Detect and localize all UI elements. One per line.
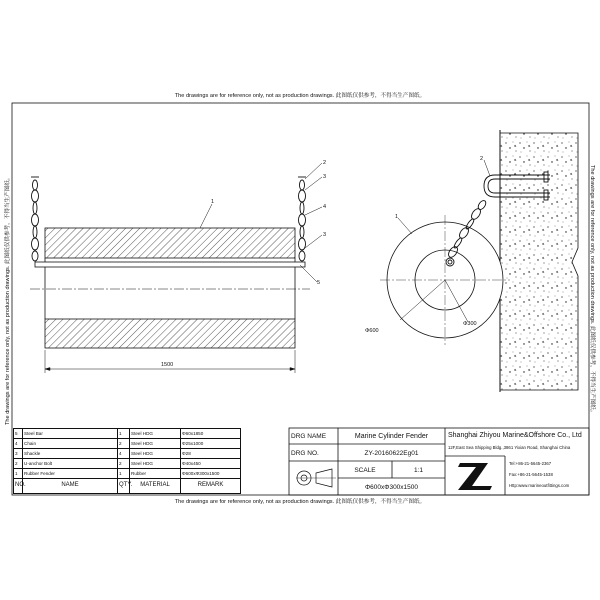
fender-upper-hatch	[45, 228, 295, 258]
balloon-front-1: 1	[211, 199, 215, 205]
drg-no-label: DRG NO.	[291, 449, 319, 457]
steel-bar	[35, 262, 305, 267]
side-view	[365, 130, 578, 392]
balloon-front-5: 5	[317, 280, 321, 286]
projection-symbol-icon	[296, 469, 336, 487]
front-view	[30, 160, 326, 373]
reference-note-left: The drawings are for reference only, not as production drawings. 此图纸仅供参考，不得当生产图纸。	[5, 174, 11, 425]
length-dim-label: 1500	[161, 362, 174, 368]
bom-row: 4 Chain 2 Steel HDG Φ25x1000	[14, 438, 241, 448]
drawing-number: ZY-20160622Eg01	[364, 449, 419, 457]
bill-of-materials	[13, 428, 241, 494]
outer-dia-label: Φ600	[365, 328, 379, 334]
balloon-side-1: 1	[395, 214, 399, 220]
company-address: 12F,East Sea Shipping Bldg.,3861 Yixian Road, Shanghai China	[448, 445, 571, 450]
quay-wall	[500, 133, 578, 390]
company-web: Http:www.marineoutfittings.com	[509, 483, 570, 488]
balloon-front-3b: 3	[323, 232, 327, 238]
company-name: Shanghai Zhiyou Marine&Offshore Co., Ltd	[448, 432, 582, 439]
company-tel: Tel:+86-21-5645-2367	[509, 461, 552, 466]
reference-note-top: The drawings are for reference only, not as production drawings. 此图纸仅供参考，不得当生产图纸。	[174, 93, 426, 99]
drawing-name: Marine Cylinder Fender	[354, 433, 429, 440]
bom-row: 2 U-anchor Bolt 2 Steel HDG Φ40x450	[14, 458, 241, 468]
balloon-front-3a: 3	[323, 174, 327, 180]
left-chain	[31, 177, 39, 261]
balloon-side-2: 2	[480, 156, 484, 162]
bom-header-row: NO. NAME QTY. MATERIAL REMARK	[14, 478, 241, 493]
bom-row: 3 Shackle 4 Steel HDG Φ28	[14, 448, 241, 458]
balloon-front-4: 4	[323, 204, 327, 210]
reference-note-right: The drawings are for reference only, not as production drawings. 此图纸仅供参考，不得当生产图纸。	[589, 165, 595, 416]
company-fax: Fax:+86-21-5645-1538	[509, 472, 553, 477]
bom-row: 5 Steel Bar 1 Steel HDG Φ60x1850	[14, 429, 241, 439]
scale-label: SCALE	[354, 466, 376, 474]
inner-dia-label: Φ300	[463, 321, 477, 327]
fender-size: Φ600xΦ300x1500	[364, 483, 419, 491]
reference-note-bottom: The drawings are for reference only, not as production drawings. 此图纸仅供参考，不得当生产图纸。	[174, 499, 426, 505]
bom-row: 1 Rubber Fender 1 Rubber Φ600xΦ300x1500	[14, 468, 241, 478]
drg-name-label: DRG NAME	[291, 433, 327, 440]
company-logo-icon	[458, 463, 492, 490]
balloon-front-2: 2	[323, 160, 327, 166]
fender-lower-hatch	[45, 319, 295, 348]
scale-value: 1:1	[413, 466, 424, 474]
right-chain	[298, 177, 306, 261]
